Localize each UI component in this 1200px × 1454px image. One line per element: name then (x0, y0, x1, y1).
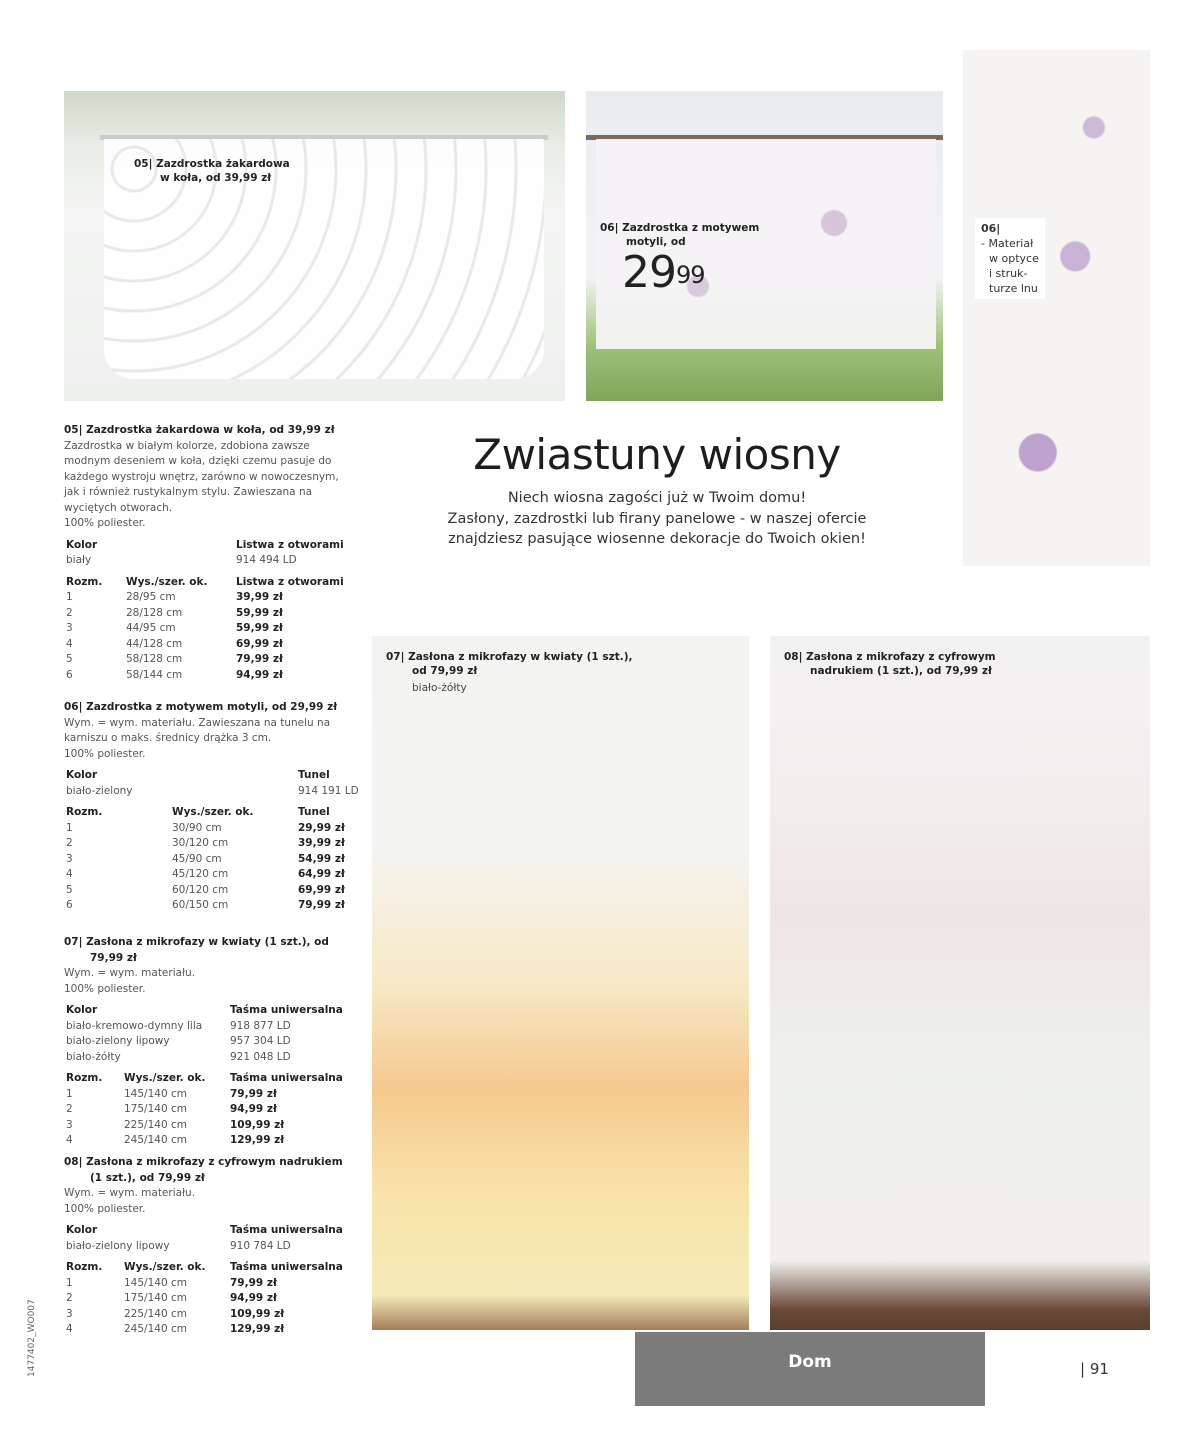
size-header-cell: Rozm. (66, 806, 103, 818)
dimensions: 45/90 cm (172, 852, 222, 865)
price: 79,99 zł (298, 899, 345, 911)
size-number: 6 (66, 899, 73, 911)
size-row (64, 836, 354, 852)
caption-line: motyli, od (626, 236, 686, 248)
caption-color: biało-żółty (412, 682, 467, 694)
size-number: 3 (66, 1307, 73, 1320)
color-name: biało-żółty (66, 1050, 121, 1063)
caption-line: 08| Zasłona z mikrofazy z cyfrowym (784, 651, 996, 663)
tape-header-label: Taśma uniwersalna (230, 1224, 343, 1236)
section-tab-dom[interactable]: Dom (635, 1332, 985, 1406)
section-description: 100% poliester. (64, 982, 146, 995)
caption-06 (600, 221, 760, 298)
caption-08 (784, 650, 996, 678)
section-heading: 07| Zasłona z mikrofazy w kwiaty (1 szt.), od 79,99 zł (64, 936, 329, 964)
size-row (64, 637, 354, 653)
caption-line: nadrukiem (1 szt.), od 79,99 zł (810, 665, 992, 677)
caption-05 (134, 157, 290, 185)
size-header-row (64, 575, 354, 591)
price: 64,99 zł (298, 868, 345, 880)
price: 54,99 zł (298, 852, 345, 865)
color-header-row (64, 768, 354, 784)
page-title: Zwiastuny wiosny (473, 430, 841, 479)
price: 94,99 zł (236, 668, 283, 681)
size-header-cell: Rozm. (66, 1261, 103, 1273)
size-number: 5 (66, 653, 73, 665)
section-description: 100% poliester. (64, 747, 146, 760)
price: 94,99 zł (230, 1103, 277, 1115)
page-number: | 91 (1080, 1360, 1109, 1378)
dimensions: 28/128 cm (126, 606, 183, 619)
size-number: 3 (66, 1118, 73, 1131)
price: 79,99 zł (230, 1087, 277, 1100)
size-number: 5 (66, 883, 73, 896)
size-number: 3 (66, 852, 73, 865)
dimensions: 175/140 cm (124, 1292, 187, 1304)
color-header-row (64, 1003, 354, 1019)
price-main: 29 (622, 247, 676, 298)
price: 69,99 zł (298, 883, 345, 896)
dimensions: 175/140 cm (124, 1103, 187, 1115)
dimensions: 45/120 cm (172, 868, 229, 880)
size-row (64, 821, 354, 837)
color-header-label: Kolor (66, 769, 98, 781)
subtitle-line: znajdziesz pasujące wiosenne dekoracje do Twoich okien! (448, 531, 866, 547)
size-header-row (64, 1071, 354, 1087)
price: 39,99 zł (236, 591, 283, 603)
dimensions: 44/128 cm (126, 637, 183, 650)
size-header-cell: Wys./szer. ok. (172, 806, 254, 818)
caption-line: 05| Zazdrostka żakardowa (134, 158, 290, 170)
section-description: Wym. = wym. materiału. (64, 967, 196, 979)
size-header-cell: Tunel (298, 806, 330, 818)
tape-header-label: Listwa z otworami (236, 538, 344, 551)
price: 29,99 zł (298, 821, 345, 834)
color-header-label: Kolor (66, 1224, 98, 1236)
size-number: 2 (66, 1103, 73, 1115)
size-number: 4 (66, 637, 73, 650)
section-heading: 05| Zazdrostka żakardowa w koła, od 39,99 zł (64, 424, 335, 436)
dimensions: 245/140 cm (124, 1323, 187, 1335)
price-cents: 99 (676, 261, 705, 289)
size-number: 1 (66, 591, 73, 603)
page-subtitle (380, 488, 934, 550)
size-number: 2 (66, 606, 73, 619)
color-row (64, 553, 354, 569)
color-header-row (64, 1223, 354, 1239)
price: 79,99 zł (236, 653, 283, 665)
dimensions: 28/95 cm (126, 591, 176, 603)
note-line: turze lnu (989, 282, 1038, 295)
subtitle-line: Niech wiosna zagości już w Twoim domu! (507, 490, 807, 506)
size-header-cell: Wys./szer. ok. (124, 1261, 206, 1273)
size-row (64, 1133, 354, 1149)
price: 79,99 zł (230, 1276, 277, 1289)
dimensions: 44/95 cm (126, 622, 176, 634)
size-row (64, 852, 354, 868)
product-image-05-jacquard-cafe-curtain (64, 91, 565, 401)
size-row (64, 1102, 354, 1118)
size-number: 6 (66, 668, 73, 681)
price: 109,99 zł (230, 1118, 285, 1131)
caption-07 (386, 650, 632, 695)
article-number: 914 494 LD (236, 554, 297, 566)
size-row (64, 590, 354, 606)
product-image-08-digital-print-curtain (770, 636, 1150, 1330)
section-description: Wym. = wym. materiału. (64, 1187, 196, 1199)
size-row (64, 1087, 354, 1103)
color-name: biało-kremowo-dymny lila (66, 1019, 203, 1032)
catalog-code: 1477402_WO007 (27, 1299, 37, 1377)
size-row (64, 898, 354, 914)
price: 129,99 zł (230, 1323, 285, 1335)
size-header-cell: Wys./szer. ok. (124, 1072, 206, 1084)
price: 69,99 zł (236, 637, 283, 650)
color-header-row (64, 538, 354, 554)
color-row (64, 1019, 354, 1035)
size-number: 2 (66, 1292, 73, 1304)
caption-line: 06| Zazdrostka z motywem (600, 222, 760, 234)
size-row (64, 1276, 354, 1292)
price: 59,99 zł (236, 606, 283, 619)
size-number: 4 (66, 868, 73, 880)
color-name: biało-zielony lipowy (66, 1239, 170, 1252)
article-number: 910 784 LD (230, 1239, 291, 1252)
dimensions: 225/140 cm (124, 1118, 187, 1131)
note-line: - Materiał (981, 237, 1034, 250)
note-line: i struk- (989, 267, 1028, 280)
price: 94,99 zł (230, 1292, 277, 1304)
note-line: w optyce (989, 252, 1039, 265)
size-header-cell: Listwa z otworami (236, 575, 344, 588)
color-row (64, 1050, 354, 1066)
caption-line: w koła, od 39,99 zł (160, 172, 272, 184)
color-row (64, 1034, 354, 1050)
product-section-06 (64, 700, 359, 914)
product-section-05 (64, 423, 354, 683)
size-header-cell: Rozm. (66, 1072, 103, 1084)
size-row (64, 1118, 354, 1134)
color-name: biały (66, 554, 92, 566)
article-number: 921 048 LD (230, 1050, 291, 1063)
color-name: biało-zielony (66, 784, 133, 797)
size-header-cell: Rozm. (66, 575, 103, 588)
size-row (64, 652, 354, 668)
size-number: 3 (66, 622, 73, 634)
section-description: 100% poliester. (64, 517, 146, 529)
size-row (64, 1291, 354, 1307)
product-detail-image-06 (963, 50, 1150, 566)
dimensions: 60/120 cm (172, 883, 229, 896)
size-row (64, 1307, 354, 1323)
dimensions: 30/120 cm (172, 837, 229, 849)
dimensions: 60/150 cm (172, 899, 229, 911)
article-number: 957 304 LD (230, 1035, 291, 1047)
section-heading: 08| Zasłona z mikrofazy z cyfrowym nadrukiem (1 szt.), od 79,99 zł (64, 1156, 343, 1184)
dimensions: 245/140 cm (124, 1134, 187, 1146)
product-section-08 (64, 1155, 354, 1338)
article-number: 914 191 LD (298, 784, 359, 797)
article-number: 918 877 LD (230, 1019, 291, 1032)
size-row (64, 883, 354, 899)
caption-line: od 79,99 zł (412, 665, 478, 677)
dimensions: 225/140 cm (124, 1307, 187, 1320)
size-header-cell: Taśma uniwersalna (230, 1261, 343, 1273)
dimensions: 30/90 cm (172, 821, 222, 834)
color-header-label: Kolor (66, 538, 98, 551)
size-number: 2 (66, 837, 73, 849)
price-29-99 (600, 247, 759, 298)
color-name: biało-zielony lipowy (66, 1035, 170, 1047)
size-header-row (64, 805, 354, 821)
product-image-07-floral-curtain (372, 636, 749, 1330)
dimensions: 145/140 cm (124, 1087, 187, 1100)
dimensions: 145/140 cm (124, 1276, 187, 1289)
size-row (64, 867, 354, 883)
dimensions: 58/144 cm (126, 668, 183, 681)
color-row (64, 1239, 354, 1255)
size-header-row (64, 1260, 354, 1276)
size-number: 1 (66, 821, 73, 834)
price: 39,99 zł (298, 837, 345, 849)
size-row (64, 606, 354, 622)
section-heading: 06| Zazdrostka z motywem motyli, od 29,99 zł (64, 701, 338, 713)
section-description: Zazdrostka w białym kolorze, zdobiona zawsze modnym deseniem w koła, dzięki czemu pasuje do każdego wystroju wnętrz, zarówno w nowoczesnym, jak i również rustykalnym stylu. Zawieszana na wyciętych otworach. (64, 439, 339, 514)
size-header-cell: Wys./szer. ok. (126, 575, 208, 588)
price: 109,99 zł (230, 1307, 285, 1320)
size-row (64, 1322, 354, 1338)
size-header-cell: Taśma uniwersalna (230, 1072, 343, 1084)
tape-header-label: Tunel (298, 769, 330, 781)
subtitle-line: Zasłony, zazdrostki lub firany panelowe - w naszej ofercie (447, 510, 867, 527)
section-description: 100% poliester. (64, 1202, 146, 1215)
product-section-07 (64, 935, 354, 1149)
size-row (64, 668, 354, 684)
size-row (64, 621, 354, 637)
price: 129,99 zł (230, 1134, 285, 1146)
note-line: 06| (981, 222, 1001, 235)
tape-header-label: Taśma uniwersalna (230, 1004, 343, 1016)
section-description: Wym. = wym. materiału. Zawieszana na tunelu na karniszu o maks. średnicy drążka 3 cm. (64, 716, 331, 744)
size-number: 4 (66, 1134, 73, 1146)
size-number: 1 (66, 1276, 73, 1289)
caption-line: 07| Zasłona z mikrofazy w kwiaty (1 szt.), (386, 651, 633, 663)
color-row (64, 784, 359, 800)
size-number: 1 (66, 1087, 73, 1100)
price: 59,99 zł (236, 622, 283, 634)
size-number: 4 (66, 1323, 73, 1335)
dimensions: 58/128 cm (126, 653, 183, 665)
color-header-label: Kolor (66, 1004, 98, 1016)
detail-note-06 (975, 218, 1045, 299)
